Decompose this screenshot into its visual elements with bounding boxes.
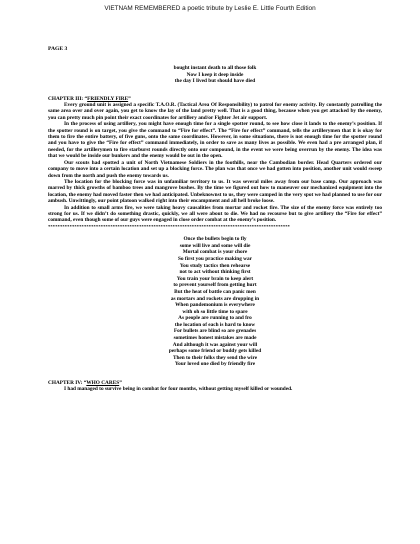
poem-line: some will live and some will die	[179, 242, 251, 249]
poem-line: You study tactics then rehearse	[179, 262, 251, 269]
poem-line: with oh so little time to spare	[182, 308, 248, 315]
poem-line: So first you practice making war	[177, 255, 252, 262]
poem-line: not to act without thinking first	[179, 269, 251, 276]
poem-line: to prevent yourself from getting hurt	[173, 282, 257, 289]
poem-line: as mortars and rockets are dropping in	[170, 295, 260, 302]
poem-line: perhaps some friend or buddy gets killed	[168, 348, 262, 355]
document-page	[48, 46, 382, 393]
chapter-3-paragraph: In the process of using artillery, you might have enough time for a single spotter round, to see how close it lands to the enemy’s position. If the spotter round is on target, you give the command to “Fire for effect”. The “Fire for effect” command, tells the artillerymen that it is okay for them to fire the entire battery, of five guns, onto the same coordinates. However, in some situations, there is not enough time for the spotter round and you have to give the “Fire for effect” command immediately, in order to save as many lives as possible. We even had a pre arranged plan, if needed, for the artillerymen to fire starburst rounds directly onto our compound, in the event we were being overrun by the enemy. The idea was that we would be inside our bunkers and the enemy would be out in the open.	[48, 121, 382, 160]
intro-poem	[48, 65, 382, 84]
poem-line: Your loved one died by friendly fire	[174, 361, 256, 368]
poem-line: When pandemonium is everywhere	[175, 302, 255, 309]
chapter-3-prefix: CHAPTER III: “	[48, 95, 88, 102]
poem-line: Now I keep it deep inside	[186, 71, 244, 78]
chapter-3-paragraph: Every ground unit is assigned a specific T.A.O.R. (Tactical Area Of Responsibility) to patrol for enemy activity. By constantly patrolling the same area over and over again, you get to know the lay of the land pretty well. That is a good thing, because when you get attacked by the enemy, you can pretty much pin point their exact coordinates for artillery and/or Fighter Jet air support.	[48, 102, 382, 121]
poem-line: the location of each is hard to know	[174, 321, 256, 328]
document-header: VIETNAM REMEMBERED a poetic tribute by Leslie E. Little Fourth Edition	[104, 5, 316, 12]
poem-line: You train your brain to keep alert	[176, 275, 254, 282]
poem-line: As people are running to and fro	[178, 315, 252, 322]
chapter-4-suffix: ”	[119, 380, 122, 387]
poem-line: Once the bullets begin to fly	[183, 236, 247, 243]
chapter-3-paragraph: The location for the blocking force was in unfamiliar territory to us. It was several miles away from our base camp. Our approach was marred by thick growths of bamboo trees and mangrove bushes. By the time we figured out how to maneuver our mechanized equipment into the location, the enemy had moved faster then we had anticipated. Unbeknownst to us, they were camped in the very spot we had planned to use for our ambush. Unwittingly, our point platoon walked right into their encampment and all hell broke loose.	[48, 178, 382, 205]
chapter-3-paragraph: Our scouts had spotted a unit of North Vietnamese Soldiers in the foothills, near the Cambodian border. Head Quarters ordered our company to move into a certain location and set up a blocking force. The plan was that once we had gotten into position, another unit would sweep down from the north and push the enemy towards us.	[48, 159, 382, 179]
poem-line: bought instant death to all those folk	[173, 65, 257, 72]
poem-line: Then to their folks they send the wire	[172, 354, 258, 361]
friendly-fire-poem	[48, 236, 382, 368]
poem-line: But the heat of battle can panic men	[174, 288, 256, 295]
chapter-3-paragraph: In addition to small arms fire, we were taking heavy causalities from mortar and rocket fire. The size of the enemy force was entirely too strong for us. If we didn’t do something drastic, quickly, we all were about to die. We had no recourse but to give artillery the “Fire for effect” command, even though some of our guys were engaged in close order combat at the enemy’s position.	[48, 204, 382, 224]
poem-line: the day I lived but should have died	[174, 78, 256, 85]
chapter-4-paragraph: I had managed to survive being in combat for four months, without getting myself killed or wounded.	[64, 386, 293, 393]
section-separator: *****************************************************************************************************	[48, 223, 291, 229]
poem-line: Mortal combat is your chore	[182, 249, 248, 256]
chapter-3-title: FRIENDLY FIRE	[87, 95, 129, 102]
poem-line: sometimes honest mistakes are made	[173, 335, 257, 342]
page-label: PAGE 3	[48, 46, 68, 52]
chapter-4-title: WHO CARES	[86, 380, 120, 387]
chapter-4-prefix: CHAPTER IV: “	[48, 380, 87, 387]
chapter-3-suffix: ”	[128, 95, 131, 102]
poem-line: And although it was against your will	[172, 341, 258, 348]
poem-line: For bullets are blind so are grenades	[173, 328, 257, 335]
